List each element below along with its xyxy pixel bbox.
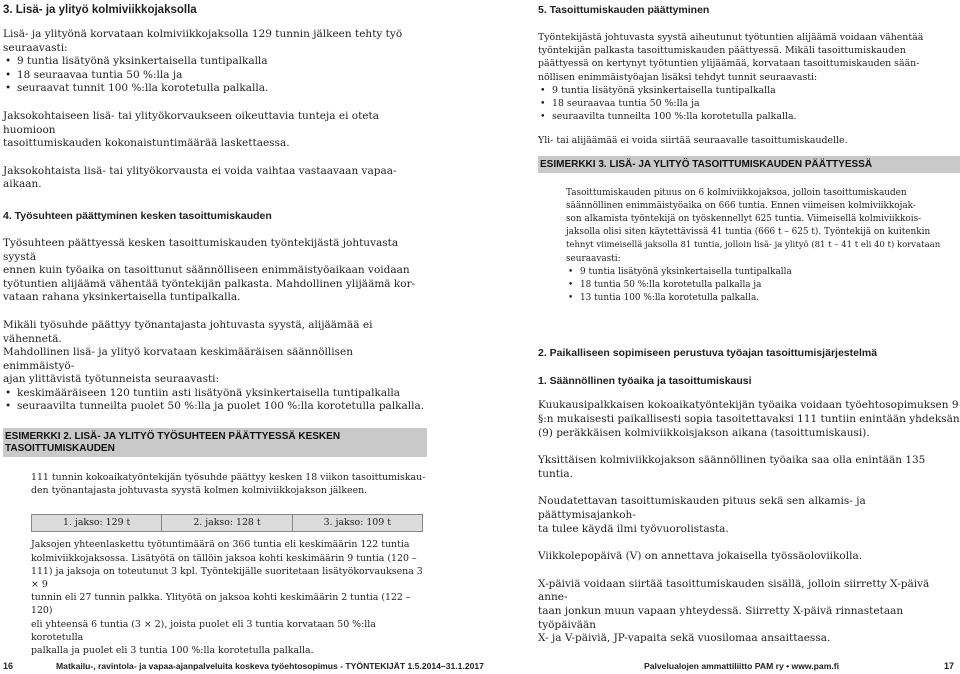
- paragraph-line: tehnyt viimeisellä jaksolla 81 tuntia, jolloin lisä- ja ylityö (81 t – 41 t eli 40 t) korvataan: [566, 240, 941, 251]
- paragraph-line: 111) ja jaksoja on toteutunut 3 kpl. Työntekijälle suoritetaan lisätyökorvauksena 3 × 9: [31, 565, 423, 591]
- paragraph-line: son alkamista työntekijä on työskennellyt 625 tuntia. Viimeisellä kolmiviikkois-: [566, 214, 922, 225]
- list-item: • 9 tuntia lisätyönä yksinkertaisella tuntipalkalla: [538, 84, 960, 97]
- left-footer-text: Matkailu-, ravintola- ja vapaa-ajanpalveluita koskeva työehtosopimus - TYÖNTEKIJÄT 1.5.2014–31.1.2017: [56, 661, 484, 671]
- list-item: • seuraavat tunnit 100 %:lla korotetulla palkalla.: [3, 82, 427, 96]
- paragraph-line: 111 tunnin kokoaikatyöntekijän työsuhde päättyy kesken 18 viikon tasoittumiskau-: [31, 472, 426, 484]
- paragraph-line: ennen kuin työaika on tasoittunut säännölliseen enimmäistyöaikaan voidaan: [3, 264, 410, 277]
- paragraph-line: tasoittumiskauden kokonaistuntimäärää laskettaessa.: [3, 137, 290, 150]
- section-4-bullet-list: [3, 387, 427, 414]
- paragraph-line: ajan ylittävistä työtunneista seuraavasti:: [3, 373, 220, 386]
- paragraph-line: eli yhteensä 6 tuntia (3 × 2), joista puolet eli 3 tuntia korvataan 50 %:lla korotetulla: [31, 618, 376, 643]
- example-3-bullet-list: [566, 266, 960, 306]
- paragraph-line: Kuukausipalkkaisen kokoaikatyöntekijän työaika voidaan työehtosopimuksen 9: [538, 399, 959, 412]
- section-3-intro-line: seuraavasti:: [3, 41, 68, 54]
- paragraph-line: palkalla ja puolet eli 3 tuntia 100 %:lla korotetulla palkalla.: [31, 645, 314, 657]
- paragraph-line: taan jonkun muun vapaan yhteydessä. Siirretty X-päivä rinnastetaan työpäivään: [538, 604, 904, 631]
- section-3-intro-line: Lisä- ja ylityönä korvataan kolmiviikkojaksolla 129 tunnin jälkeen tehty työ: [3, 28, 403, 40]
- list-item: • 18 tuntia 50 %:lla korotetulla palkalla ja: [566, 279, 960, 292]
- example-2-body: [3, 471, 427, 497]
- paragraph-line: tunnin eli 27 tunnin palkka. Ylityötä on jaksoa kohti keskimäärin 2 tuntia (122 – 120): [31, 592, 411, 617]
- paragraph-line: §:n mukaisesti paikallisesti sopia tasoitettavaksi 111 tuntiin enintään yhdeksän: [538, 413, 960, 426]
- paragraph-line: vataan rahana yksinkertaisella tuntipalkalla.: [3, 291, 241, 304]
- paragraph-line: Mikäli työsuhde päättyy työnantajasta johtuvasta syystä, alijäämää ei vähennetä.: [3, 318, 373, 345]
- list-item: • 9 tuntia lisätyönä yksinkertaisella tuntipalkalla: [3, 55, 427, 69]
- paragraph-line: Työsuhteen päättyessä kesken tasoittumiskauden työntekijästä johtuvasta syystä: [3, 236, 399, 263]
- paragraph-line: Viikkolepopäivä (V) on annettava jokaisella työssäoloviikolla.: [538, 550, 863, 563]
- right-column: [538, 0, 960, 646]
- table-cell: 1. jakso: 129 t: [32, 515, 162, 531]
- example-2-title: TASOITTUMISKAUDEN: [5, 443, 115, 455]
- example-2-header: [3, 428, 427, 457]
- paragraph-line: Yksittäisen kolmiviikkojakson säännöllinen työaika saa olla enintään 135 tuntia.: [538, 454, 926, 480]
- list-item: • 18 seuraavaa tuntia 50 %:lla ja: [3, 69, 427, 83]
- list-item: • seuraavilta tunneilta 100 %:lla korotetulla palkalla.: [538, 110, 960, 123]
- section-5-title: 5. Tasoittumiskauden päättyminen: [538, 4, 710, 16]
- right-page-number: 17: [944, 661, 955, 671]
- paragraph-line: seuraavasti:: [566, 253, 621, 264]
- paragraph-line: työntekijän palkasta tasoittumiskauden päättyessä. Mikäli tasoittumiskauden: [538, 45, 906, 57]
- section-5-bullet-list: [538, 84, 960, 124]
- paragraph-line: työtuntien alijäämä vähentää työntekijän palkasta. Mahdollinen ylijäämä kor-: [3, 277, 416, 290]
- paragraph-line: Jaksokohtaiseen lisä- tai ylityökorvaukseen oikeuttavia tunteja ei oteta huomioon: [3, 109, 380, 136]
- table-cell: 3. jakso: 109 t: [293, 515, 422, 531]
- paragraph-line: Jaksokohtaista lisä- tai ylityökorvausta ei voida vaihtaa vastaavaan vapaa-aikaan.: [3, 164, 397, 191]
- paragraph-line: jaksolla olisi siten käytettävissä 41 tuntia (666 t – 625 t). Työntekijä on kuitenkin: [566, 227, 931, 238]
- paragraph-line: ta tulee käydä ilmi työvuorolistasta.: [538, 522, 729, 535]
- paragraph-line: Yli- tai alijäämää ei voida siirtää seuraavalle tasoittumiskaudelle.: [538, 135, 848, 147]
- list-item: • 13 tuntia 100 %:lla korotetulla palkalla.: [566, 292, 960, 305]
- section-3-title: 3. Lisä- ja ylityö kolmiviikkojaksolla: [3, 4, 197, 16]
- example-3-body: [538, 187, 960, 306]
- subsection-1-title: 1. Säännöllinen työaika ja tasoittumiskausi: [538, 375, 752, 388]
- paragraph-line: Työntekijästä johtuvasta syystä aiheutunut työtuntien alijäämä voidaan vähentää: [538, 32, 924, 43]
- paragraph-line: Noudatettavan tasoittumiskauden pituus sekä sen alkamis- ja päättymisajankoh-: [538, 495, 866, 522]
- paragraph-line: X-päiviä voidaan siirtää tasoittumiskauden sisällä, jolloin siirretty X-päivä anne-: [538, 577, 930, 604]
- left-page-number: 16: [3, 661, 14, 671]
- period-hours-table: [31, 514, 423, 532]
- part-2-title: 2. Paikalliseen sopimiseen perustuva työajan tasoittumisjärjestelmä: [538, 347, 878, 360]
- paragraph-line: X- ja V-päiviä, JP-vapaita sekä vuosilomaa ansaittaessa.: [538, 632, 831, 645]
- paragraph-line: Jaksojen yhteenlaskettu työtuntimäärä on 366 tuntia eli keskimäärin 122 tuntia: [31, 539, 410, 551]
- example-3-title: ESIMERKKI 3. LISÄ- JA YLITYÖ TASOITTUMISKAUDEN PÄÄTTYESSÄ: [540, 158, 873, 170]
- example-2-title: ESIMERKKI 2. LISÄ- JA YLITYÖ TYÖSUHTEEN PÄÄTTYESSÄ KESKEN: [5, 431, 341, 443]
- paragraph-line: Tasoittumiskauden pituus on 6 kolmiviikkojaksoa, jolloin tasoittumiskauden: [566, 187, 907, 198]
- example-2-calculation: [3, 538, 427, 657]
- list-item: • 18 seuraavaa tuntia 50 %:lla ja: [538, 97, 960, 110]
- paragraph-line: nöllisen enimmäistyöajan lisäksi tehdyt tunnit seuraavasti:: [538, 71, 818, 83]
- paragraph-line: Mahdollinen lisä- ja ylityö korvataan keskimääräisen säännöllisen enimmäistyö-: [3, 346, 353, 372]
- right-footer-text: Palvelualojen ammattiliitto PAM ry • www.pam.fi: [644, 661, 839, 671]
- paragraph-line: (9) peräkkäisen kolmiviikkoisjakson aikana (tasoittumiskausi).: [538, 426, 870, 439]
- paragraph-line: säännöllinen enimmäistyöaika on 666 tuntia. Ennen viimeisen kolmiviikkojak-: [566, 200, 916, 211]
- list-item: • 9 tuntia lisätyönä yksinkertaisella tuntipalkalla: [566, 266, 960, 279]
- table-cell: 2. jakso: 128 t: [162, 515, 292, 531]
- paragraph-line: kolmiviikkojaksossa. Lisätyötä on tällöin jaksoa kohti keskimäärin 9 tuntia (120 –: [31, 552, 417, 564]
- list-item: • seuraavilta tunneilta puolet 50 %:lla ja puolet 100 %:lla korotetulla palkalla.: [3, 400, 427, 414]
- example-3-header: [538, 156, 960, 173]
- left-column: [3, 0, 427, 657]
- section-3-bullet-list: [3, 55, 427, 96]
- list-item: • keskimääräiseen 120 tuntiin asti lisätyönä yksinkertaisella tuntipalkalla: [3, 387, 427, 401]
- section-4-title: 4. Työsuhteen päättyminen kesken tasoittumiskauden: [3, 209, 272, 222]
- paragraph-line: päättyessä on kertynyt työtuntien ylijäämää, korvataan tasoittumiskauden sään-: [538, 58, 920, 70]
- paragraph-line: den työnantajasta johtuvasta syystä kolmen kolmiviikkojakson jälkeen.: [31, 485, 368, 497]
